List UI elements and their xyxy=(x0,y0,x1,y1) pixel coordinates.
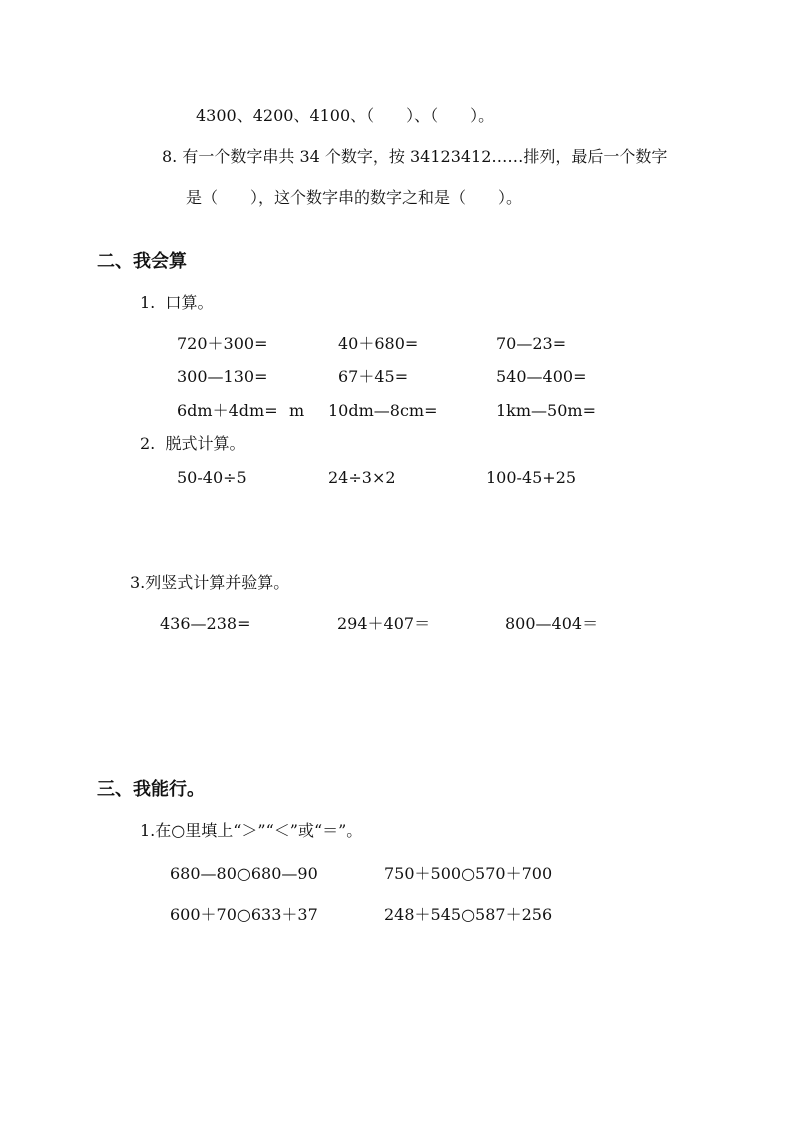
compare-item: 750＋500○570＋700 xyxy=(384,864,553,883)
section-3-heading: 三、我能行。 xyxy=(97,779,205,800)
oral-item: 1km—50m= xyxy=(496,401,596,420)
oral-item: 300—130= xyxy=(177,367,268,386)
section-2-heading: 二、我会算 xyxy=(97,251,187,272)
oral-item: 10dm—8cm= xyxy=(328,401,438,420)
stepwise-item: 24÷3×2 xyxy=(328,468,396,487)
vertical-item: 436—238= xyxy=(160,614,251,633)
vertical-item: 294＋407＝ xyxy=(337,614,431,633)
oral-item: 720＋300= xyxy=(177,334,268,353)
oral-item: 40＋680= xyxy=(338,334,419,353)
vertical-item: 800—404＝ xyxy=(505,614,599,633)
oral-unit: m xyxy=(289,401,305,420)
oral-calc-label: 1. 口算。 xyxy=(140,293,214,312)
oral-item: 70—23= xyxy=(496,334,567,353)
vertical-calc-label: 3.列竖式计算并验算。 xyxy=(130,573,290,592)
q7-sequence-line: 4300、4200、4100、（ ）、（ ）。 xyxy=(196,106,495,125)
oral-item: 540—400= xyxy=(496,367,587,386)
compare-item: 600＋70○633＋37 xyxy=(170,905,318,924)
oral-item: 6dm＋4dm= xyxy=(177,401,278,420)
q8-line-2: 是（ ），这个数字串的数字之和是（ ）。 xyxy=(186,188,523,207)
stepwise-item: 100-45+25 xyxy=(486,468,577,487)
oral-item: 67＋45= xyxy=(338,367,409,386)
stepwise-calc-label: 2. 脱式计算。 xyxy=(140,434,246,453)
compare-item: 680—80○680—90 xyxy=(170,864,318,883)
stepwise-item: 50-40÷5 xyxy=(177,468,247,487)
compare-item: 248＋545○587＋256 xyxy=(384,905,553,924)
compare-label: 1.在○里填上“＞”“＜”或“＝”。 xyxy=(140,821,363,840)
q8-line-1: 8. 有一个数字串共 34 个数字，按 34123412……排列，最后一个数字 xyxy=(162,147,668,166)
